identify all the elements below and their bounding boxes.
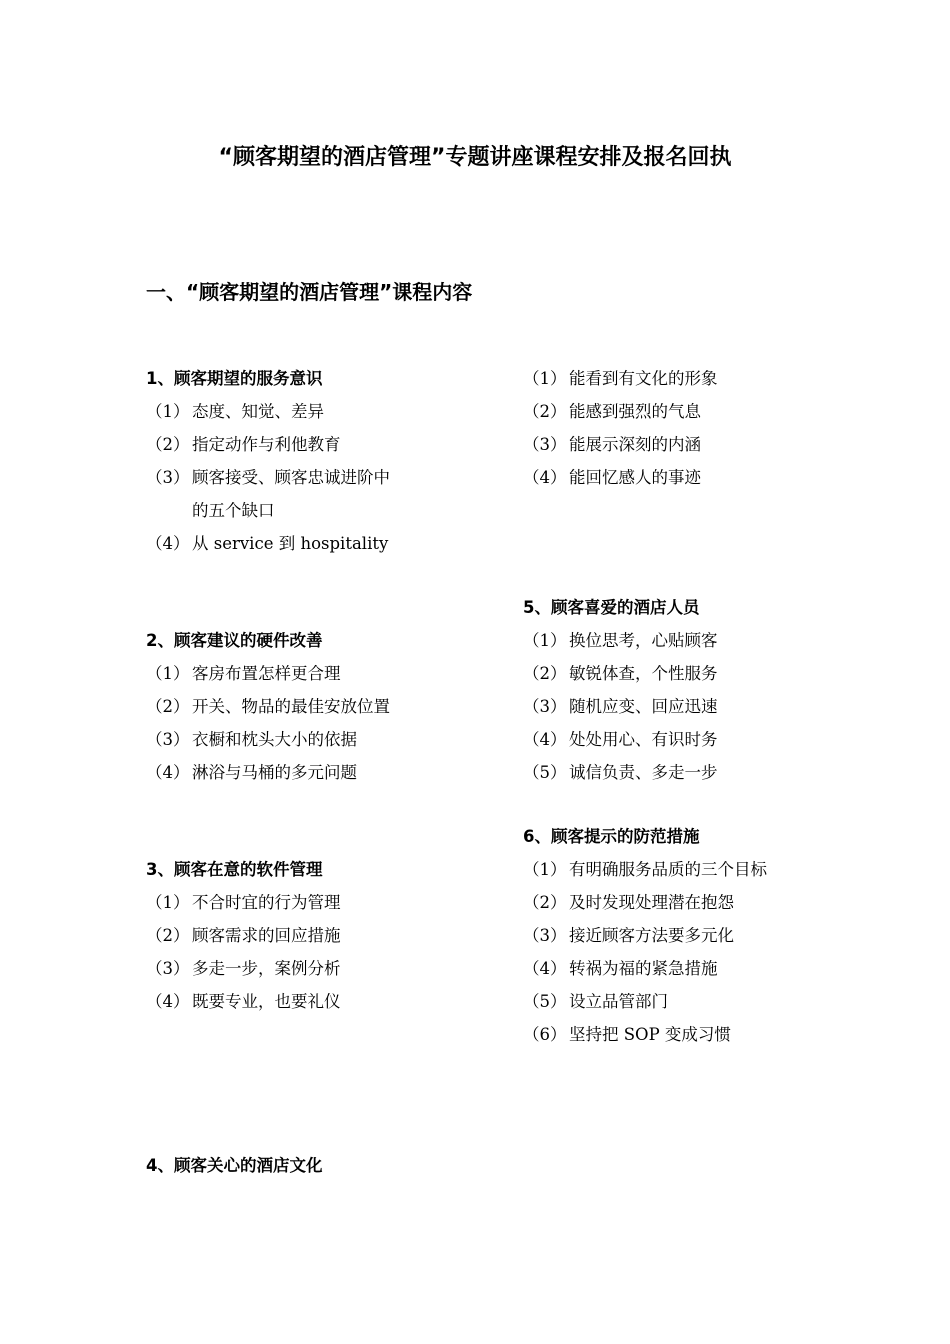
list-item: （1） 能看到有文化的形象	[523, 369, 718, 388]
topic-4-items	[523, 362, 718, 494]
list-item: （3） 多走一步，案例分析	[146, 959, 341, 978]
list-item: （2） 及时发现处理潜在抱怨	[523, 893, 734, 912]
topic-6-heading: 6、顾客提示的防范措施	[523, 827, 700, 846]
topic-6	[523, 820, 767, 1051]
list-item: （4） 转祸为福的紧急措施	[523, 959, 718, 978]
topic-4-heading: 4、顾客关心的酒店文化	[146, 1156, 323, 1175]
list-item: （4） 从 service 到 hospitality	[146, 534, 389, 553]
list-item: （1） 客房布置怎样更合理	[146, 664, 341, 683]
list-item: （3） 能展示深刻的内涵	[523, 435, 701, 454]
list-item: （3） 顾客接受、顾客忠诚进阶中	[146, 468, 390, 487]
section-heading: 一、“顾客期望的酒店管理”课程内容	[146, 280, 473, 304]
topic-1-heading: 1、顾客期望的服务意识	[146, 369, 323, 388]
topic-5	[523, 591, 718, 789]
list-item: （4） 能回忆感人的事迹	[523, 468, 701, 487]
list-item: （6） 坚持把 SOP 变成习惯	[523, 1025, 731, 1044]
list-item: （2） 敏锐体查，个性服务	[523, 664, 718, 683]
topic-3-heading: 3、顾客在意的软件管理	[146, 860, 323, 879]
list-item: （5） 设立品管部门	[523, 992, 668, 1011]
list-item: （5） 诚信负责、多走一步	[523, 763, 718, 782]
list-item: （1） 换位思考，心贴顾客	[523, 631, 718, 650]
list-item-continuation: 的五个缺口	[192, 501, 275, 520]
list-item: （1） 态度、知觉、差异	[146, 402, 324, 421]
topic-3	[146, 853, 341, 1018]
list-item: （2） 能感到强烈的气息	[523, 402, 701, 421]
list-item: （2） 顾客需求的回应措施	[146, 926, 341, 945]
list-item: （4） 既要专业，也要礼仪	[146, 992, 341, 1011]
list-item: （1） 有明确服务品质的三个目标	[523, 860, 767, 879]
list-item: （4） 淋浴与马桶的多元问题	[146, 763, 357, 782]
document-title: “顾客期望的酒店管理”专题讲座课程安排及报名回执	[218, 145, 732, 170]
list-item: （2） 开关、物品的最佳安放位置	[146, 697, 390, 716]
topic-5-heading: 5、顾客喜爱的酒店人员	[523, 598, 700, 617]
topic-4	[146, 1149, 322, 1182]
list-item: （3） 衣橱和枕头大小的依据	[146, 730, 357, 749]
list-item: （2） 指定动作与利他教育	[146, 435, 341, 454]
topic-1	[146, 362, 390, 560]
list-item: （1） 不合时宜的行为管理	[146, 893, 341, 912]
list-item: （3） 随机应变、回应迅速	[523, 697, 718, 716]
list-item: （3） 接近顾客方法要多元化	[523, 926, 734, 945]
topic-2-heading: 2、顾客建议的硬件改善	[146, 631, 323, 650]
list-item: （4） 处处用心、有识时务	[523, 730, 718, 749]
topic-2	[146, 624, 390, 789]
